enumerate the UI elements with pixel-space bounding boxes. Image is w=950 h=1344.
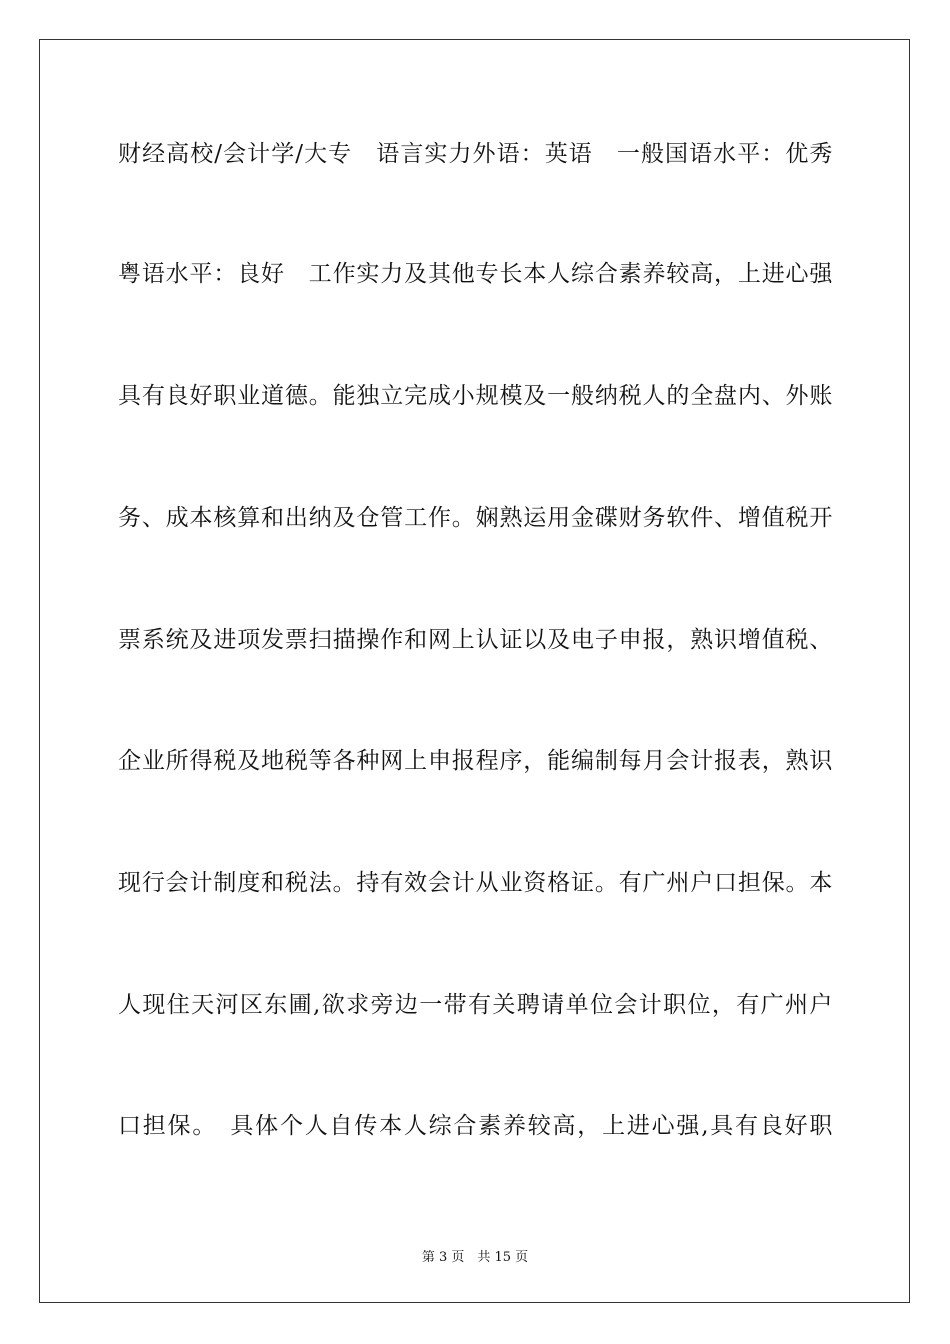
page-footer	[0, 1246, 950, 1265]
body-line-6: 企业所得税及地税等各种网上申报程序，能编制每月会计报表，熟识	[118, 748, 833, 774]
body-line-5: 票系统及进项发票扫描操作和网上认证以及电子申报，熟识增值税、	[118, 627, 833, 653]
body-line-4: 务、成本核算和出纳及仓管工作。娴熟运用金碟财务软件、增值税开	[118, 505, 833, 531]
body-line-7: 现行会计制度和税法。持有效会计从业资格证。有广州户口担保。本	[118, 870, 833, 896]
body-line-1: 财经高校/会计学/大专 语言实力外语：英语 一般国语水平：优秀	[118, 141, 833, 167]
page-number: 第 3 页	[421, 1250, 465, 1265]
body-line-2: 粤语水平：良好 工作实力及其他专长本人综合素养较高，上进心强	[118, 261, 833, 287]
page-total: 共 15 页	[477, 1250, 529, 1265]
body-line-3: 具有良好职业道德。能独立完成小规模及一般纳税人的全盘内、外账	[118, 383, 833, 409]
body-line-8: 人现住天河区东圃,欲求旁边一带有关聘请单位会计职位，有广州户	[118, 992, 833, 1018]
body-line-9: 口担保。 具体个人自传本人综合素养较高，上进心强,具有良好职	[118, 1113, 833, 1139]
